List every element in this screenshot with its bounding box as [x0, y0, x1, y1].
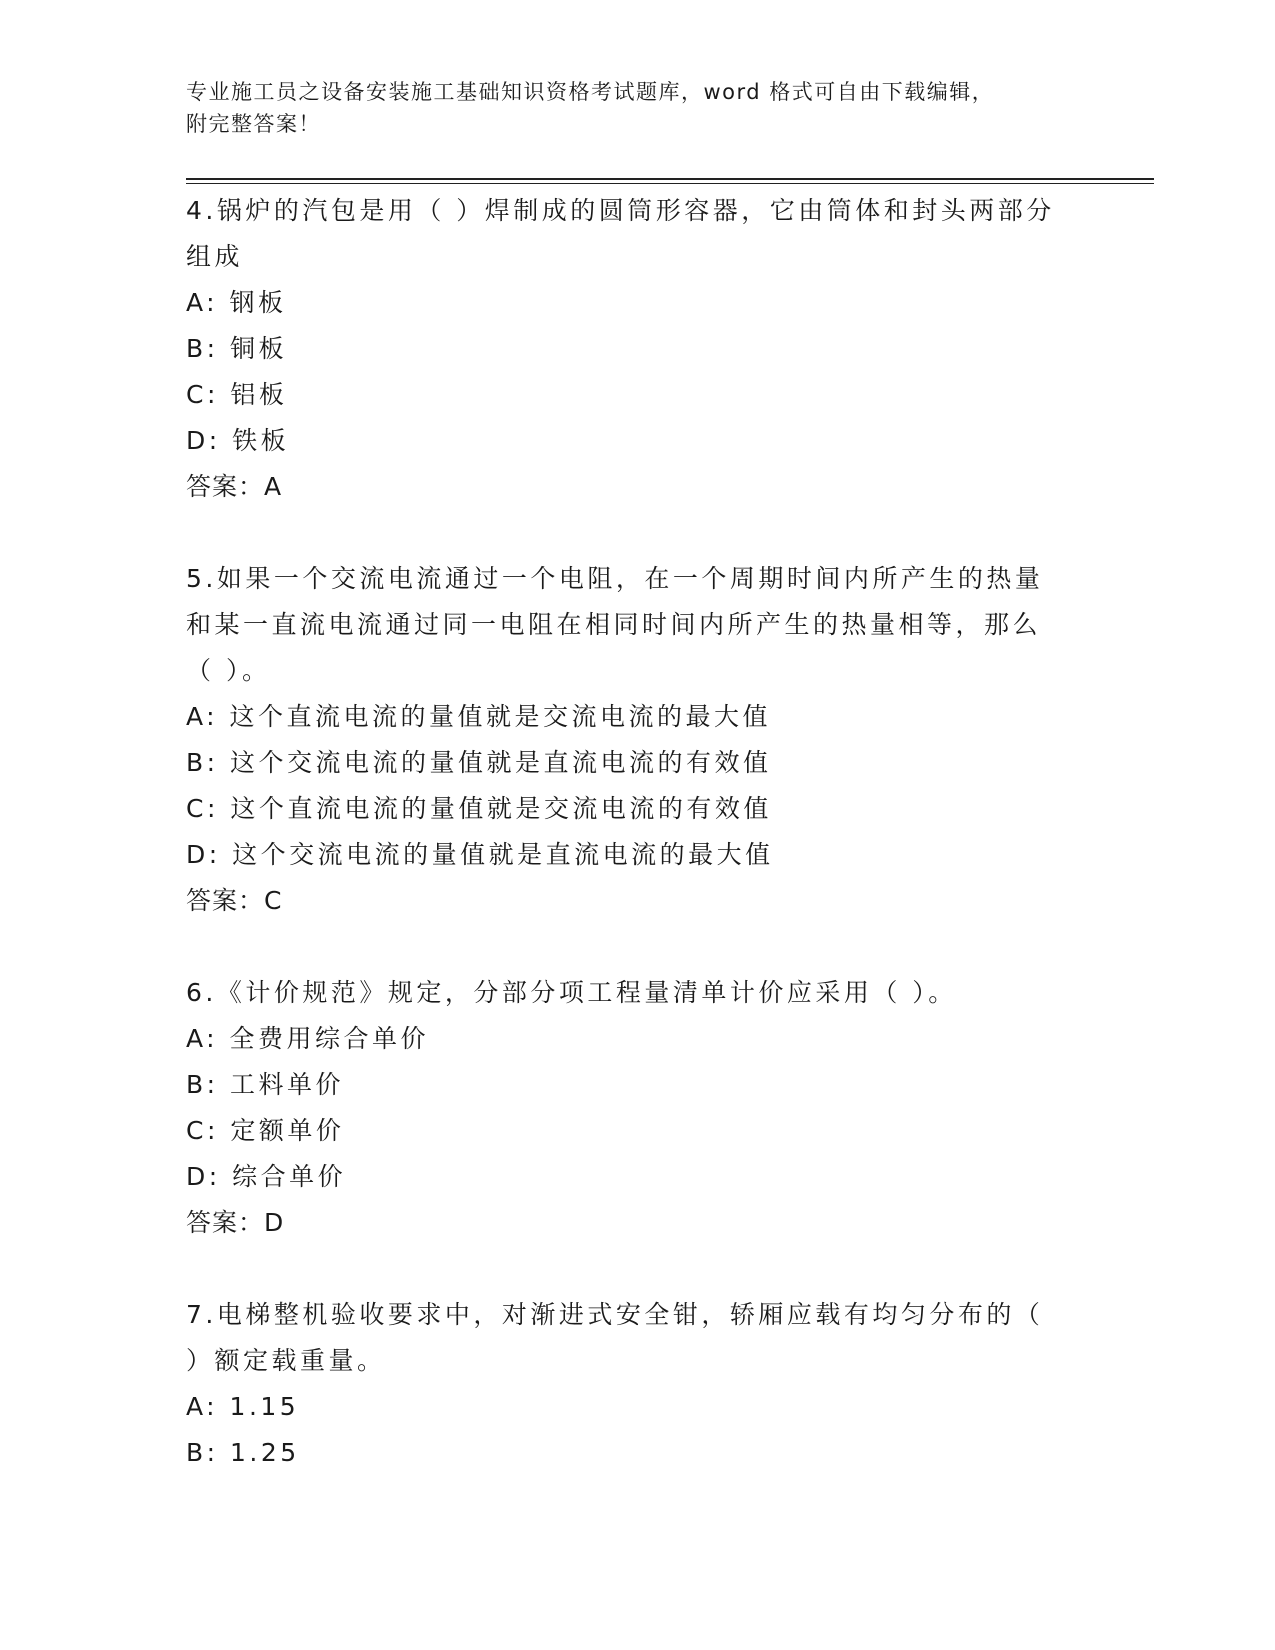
question-stem-line: 5.如果一个交流电流通过一个电阻，在一个周期时间内所产生的热量: [186, 564, 1044, 593]
header-line-1: 专业施工员之设备安装施工基础知识资格考试题库，word 格式可自由下载编辑，: [186, 80, 995, 104]
question-stem-line: 7.电梯整机验收要求中，对渐进式安全钳，轿厢应载有均匀分布的（: [186, 1300, 1044, 1329]
answer-line: 答案：C: [186, 886, 283, 915]
question-stem-line: 组成: [186, 242, 244, 271]
option-d: D: 铁板: [186, 426, 290, 455]
question-stem-line: 和某一直流电流通过同一电阻在相同时间内所产生的热量相等，那么: [186, 610, 1042, 639]
question-list: [186, 188, 1086, 1522]
option-a: A: 1.15: [186, 1392, 300, 1421]
option-c: C: 铝板: [186, 380, 288, 409]
document-header: [186, 76, 1086, 140]
header-divider-thin: [186, 183, 1154, 184]
option-b: B: 铜板: [186, 334, 288, 363]
option-d: D: 这个交流电流的量值就是直流电流的最大值: [186, 840, 774, 869]
option-c: C: 定额单价: [186, 1116, 345, 1145]
answer-line: 答案：A: [186, 472, 283, 501]
question-stem-line: ）额定载重量。: [186, 1346, 386, 1375]
question-7: [186, 1292, 1086, 1476]
question-stem-line: 6.《计价规范》规定，分部分项工程量清单计价应采用（ ）。: [186, 978, 957, 1007]
option-c: C: 这个直流电流的量值就是交流电流的有效值: [186, 794, 772, 823]
option-b: B: 工料单价: [186, 1070, 345, 1099]
header-divider-thick: [186, 178, 1154, 180]
question-stem-line: 4.锅炉的汽包是用（ ）焊制成的圆筒形容器，它由筒体和封头两部分: [186, 196, 1055, 225]
header-line-2: 附完整答案！: [186, 112, 321, 136]
option-a: A: 钢板: [186, 288, 287, 317]
answer-line: 答案：D: [186, 1208, 285, 1237]
option-b: B: 这个交流电流的量值就是直流电流的有效值: [186, 748, 772, 777]
question-6: [186, 970, 1086, 1246]
question-4: [186, 188, 1086, 510]
option-b: B: 1.25: [186, 1438, 300, 1467]
option-a: A: 这个直流电流的量值就是交流电流的最大值: [186, 702, 772, 731]
option-a: A: 全费用综合单价: [186, 1024, 430, 1053]
question-5: [186, 556, 1086, 924]
question-stem-line: （ ）。: [186, 656, 271, 685]
option-d: D: 综合单价: [186, 1162, 347, 1191]
